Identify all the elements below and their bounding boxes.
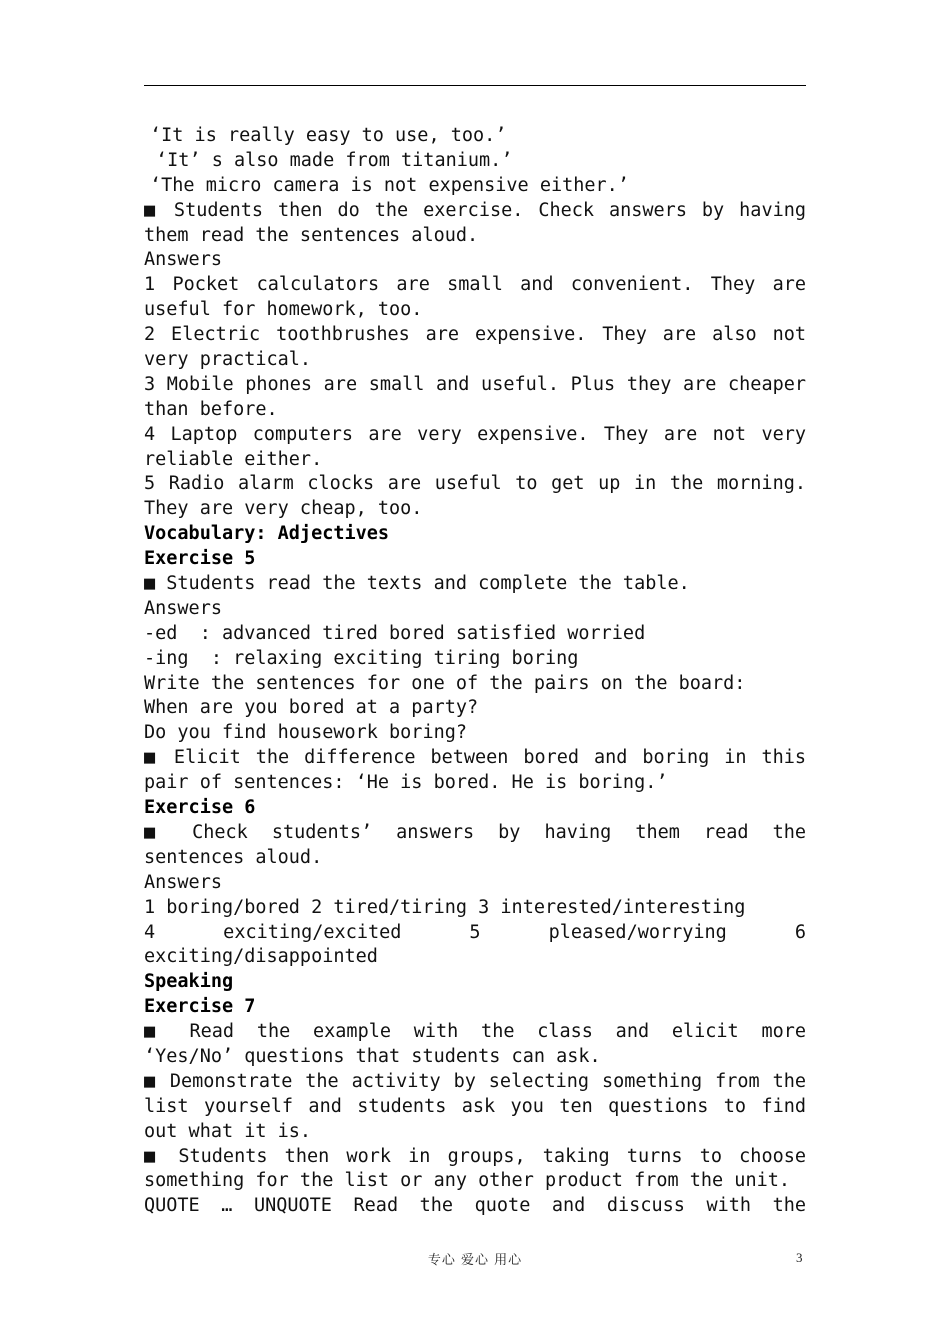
text-line: very practical. bbox=[144, 349, 312, 371]
text-line: ‘It is really easy to use, too.’ bbox=[150, 125, 507, 146]
section-heading: Exercise 7 bbox=[144, 996, 256, 1018]
text-line: exciting/disappointed bbox=[144, 946, 378, 968]
text-line: Answers bbox=[144, 249, 222, 271]
text-line: ■ Students then work in groups, taking turns to choose bbox=[144, 1145, 806, 1167]
text-line: them read the sentences aloud. bbox=[144, 224, 479, 246]
text-line: ‘The micro camera is not expensive either.’ bbox=[150, 174, 629, 196]
page-number: 3 bbox=[796, 1250, 803, 1265]
text-line: out what it is. bbox=[144, 1120, 312, 1142]
text-line: -ed : advanced tired bored satisfied worried bbox=[144, 622, 646, 644]
text-line: 1 Pocket calculators are small and convenient. They are bbox=[144, 274, 806, 296]
text-line: something for the list or any other product from the unit. bbox=[144, 1170, 791, 1192]
text-line: They are very cheap, too. bbox=[144, 498, 423, 520]
text-line: 5 Radio alarm clocks are useful to get up in the morning. bbox=[144, 473, 806, 495]
text-line: reliable either. bbox=[144, 448, 323, 470]
text-line: 3 Mobile phones are small and useful. Plus they are cheaper bbox=[144, 373, 806, 395]
text-line: Write the sentences for one of the pairs on the board: bbox=[144, 672, 746, 694]
text-line: 2 Electric toothbrushes are expensive. They are also not bbox=[144, 324, 806, 346]
section-heading: Exercise 6 bbox=[144, 797, 256, 819]
text-line: 1 boring/bored 2 tired/tiring 3 interested/interesting bbox=[144, 896, 746, 918]
text-line: pair of sentences: ‘He is bored. He is boring.’ bbox=[144, 772, 668, 794]
header-rule bbox=[144, 85, 806, 86]
section-heading: Speaking bbox=[144, 971, 234, 993]
text-line: -ing : relaxing exciting tiring boring bbox=[144, 647, 579, 669]
footer-motto: 专心 爱心 用心 bbox=[427, 1253, 523, 1268]
text-line: sentences aloud. bbox=[144, 846, 323, 868]
section-heading: Exercise 5 bbox=[144, 548, 256, 570]
section-heading: Vocabulary: Adjectives bbox=[144, 523, 390, 545]
text-line: ■ Students read the texts and complete the table. bbox=[144, 573, 690, 595]
text-line: list yourself and students ask you ten questions to find bbox=[144, 1095, 806, 1117]
text-line: ■ Elicit the difference between bored and boring in this bbox=[144, 747, 806, 769]
text-line: Answers bbox=[144, 871, 222, 893]
text-line: 4 Laptop computers are very expensive. They are not very bbox=[144, 423, 806, 445]
text-line: ■ Check students’ answers by having them read the bbox=[144, 821, 806, 843]
text-line: ■ Students then do the exercise. Check answers by having bbox=[144, 199, 806, 221]
text-line: QUOTE … UNQUOTE Read the quote and discuss with the bbox=[144, 1195, 806, 1217]
text-line: than before. bbox=[144, 398, 278, 420]
text-line: Do you find housework boring? bbox=[144, 722, 468, 744]
text-line: ‘It’ s also made from titanium.’ bbox=[156, 149, 513, 171]
text-line: ■ Read the example with the class and elicit more bbox=[144, 1021, 806, 1043]
text-line: When are you bored at a party? bbox=[144, 697, 479, 719]
text-line: Answers bbox=[144, 597, 222, 619]
text-line: 4 exciting/excited 5 pleased/worrying 6 bbox=[144, 921, 806, 943]
page-body-text bbox=[144, 124, 806, 1219]
text-line: useful for homework, too. bbox=[144, 299, 423, 321]
text-line: ■ Demonstrate the activity by selecting something from the bbox=[144, 1070, 806, 1092]
text-line: ‘Yes/No’ questions that students can ask. bbox=[144, 1045, 601, 1067]
